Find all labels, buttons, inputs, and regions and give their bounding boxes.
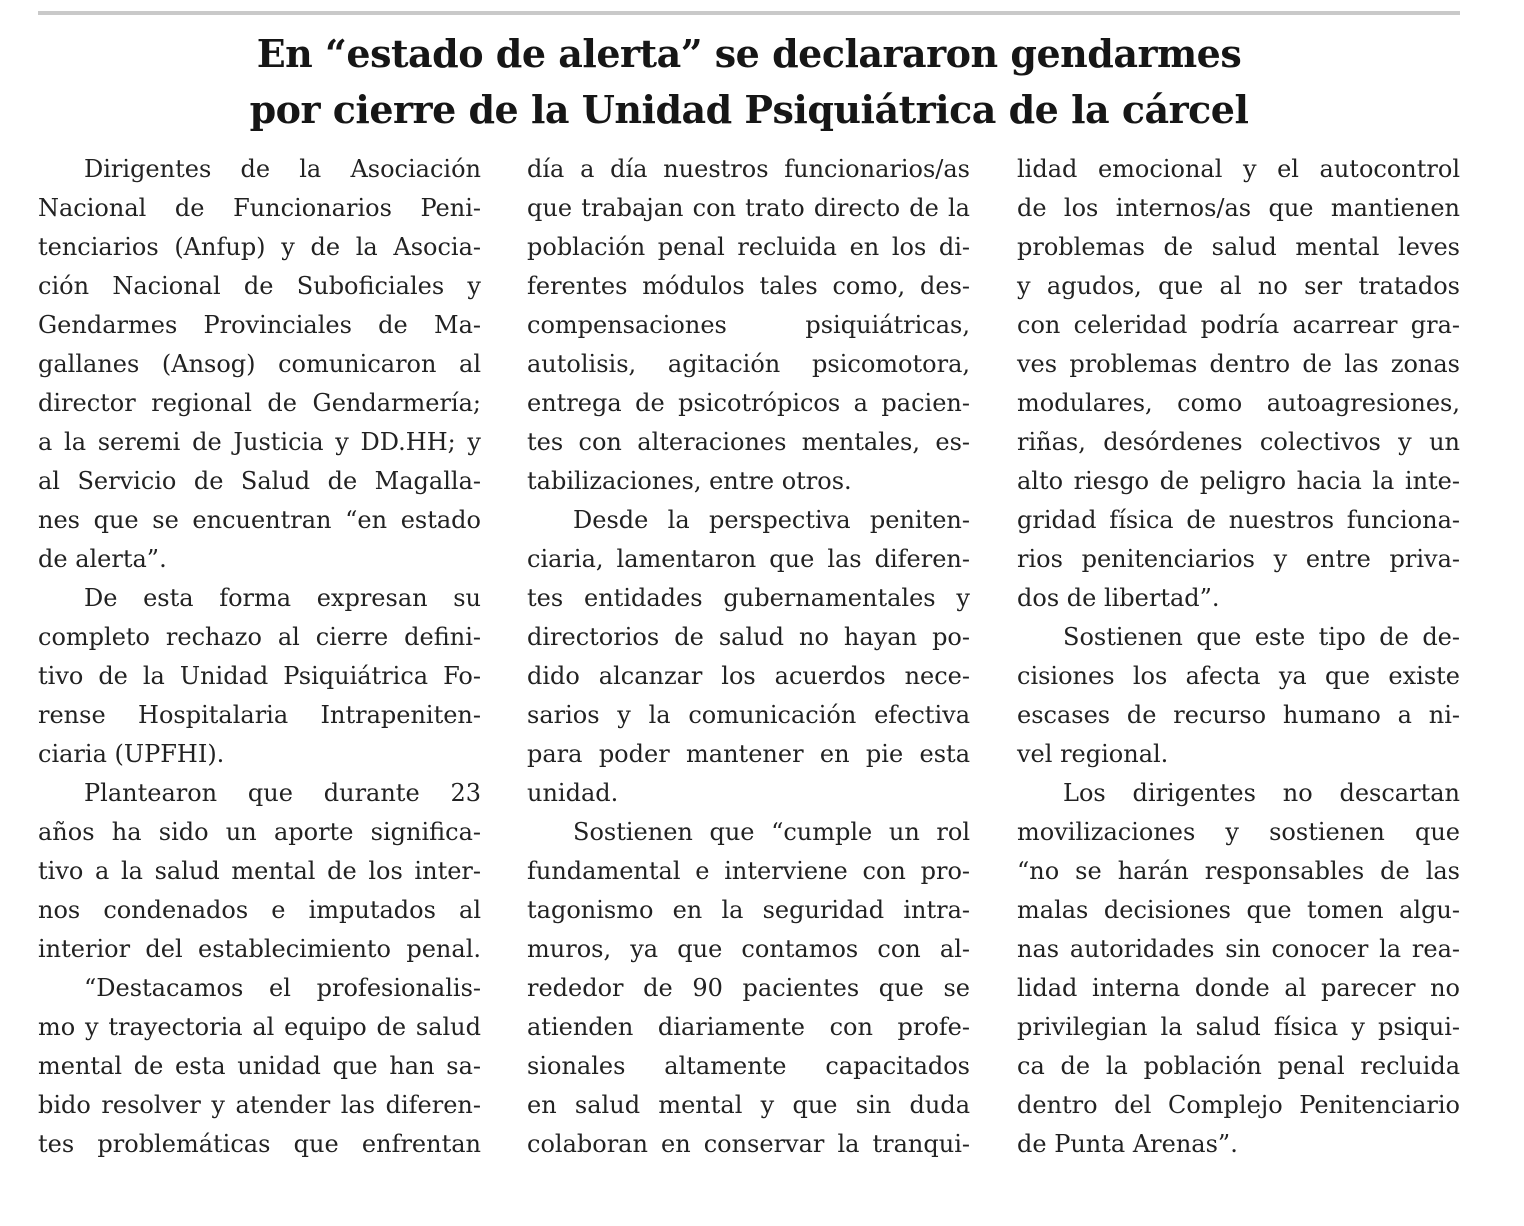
text-line: rense Hospitalaria Intrapeniten- — [38, 701, 481, 729]
text-line: Sostienen que este tipo de de- — [1063, 623, 1460, 651]
text-line: tenciarios (Anfup) y de la Asocia- — [38, 233, 481, 261]
text-line: colaboran en conservar la tranqui- — [527, 1130, 970, 1158]
text-line: al Servicio de Salud de Magalla- — [38, 467, 481, 495]
text-line: entrega de psicotrópicos a pacien- — [527, 389, 970, 417]
text-line: fundamental e interviene con pro- — [527, 857, 970, 885]
text-line: nos condenados e imputados al — [38, 896, 481, 924]
text-line: atienden diariamente con profe- — [527, 1013, 970, 1041]
text-line: gridad física de nuestros funciona- — [1017, 506, 1460, 534]
text-line: mo y trayectoria al equipo de salud — [38, 1013, 481, 1041]
text-line: directorios de salud no hayan po- — [527, 623, 970, 651]
text-line: muros, ya que contamos con al- — [527, 935, 970, 963]
text-line: De esta forma expresan su — [84, 584, 481, 612]
text-line: tabilizaciones, entre otros. — [527, 467, 852, 495]
text-line: sarios y la comunicación efectiva — [527, 701, 970, 729]
text-line: interior del establecimiento penal. — [38, 935, 481, 963]
headline-line-1: En “estado de alerta” se declararon gendarmes — [256, 31, 1242, 76]
text-line: tivo de la Unidad Psiquiátrica Fo- — [38, 662, 481, 690]
text-line: rios penitenciarios y entre priva- — [1017, 545, 1460, 573]
text-line: Dirigentes de la Asociación — [84, 155, 481, 183]
text-line: gallanes (Ansog) comunicaron al — [38, 350, 481, 378]
text-line: tes con alteraciones mentales, es- — [527, 428, 970, 456]
text-line: para poder mantener en pie esta — [527, 740, 970, 768]
text-line: completo rechazo al cierre defini- — [38, 623, 481, 651]
text-line: unidad. — [527, 779, 619, 807]
headline — [38, 26, 1460, 138]
text-line: Sostienen que “cumple un rol — [573, 818, 970, 846]
text-line: tes problemáticas que enfrentan — [38, 1130, 481, 1158]
text-line: privilegian la salud física y psiqui- — [1017, 1013, 1460, 1041]
text-line: director regional de Gendarmería; — [38, 389, 481, 417]
text-line: problemas de salud mental leves — [1017, 233, 1460, 261]
text-line: en salud mental y que sin duda — [527, 1091, 970, 1119]
text-line: tagonismo en la seguridad intra- — [527, 896, 970, 924]
text-line: “Destacamos el profesionalis- — [84, 974, 481, 1002]
text-line: “no se harán responsables de las — [1017, 857, 1460, 885]
text-line: día a día nuestros funcionarios/as — [527, 155, 970, 183]
text-line: vel regional. — [1017, 740, 1169, 768]
text-line: riñas, desórdenes colectivos y un — [1017, 428, 1460, 456]
text-line: compensaciones psiquiátricas, — [527, 311, 970, 339]
text-line: escases de recurso humano a ni- — [1017, 701, 1460, 729]
text-line: a la seremi de Justicia y DD.HH; y — [38, 428, 481, 456]
text-line: ción Nacional de Suboficiales y — [38, 272, 481, 300]
text-line: movilizaciones y sostienen que — [1017, 818, 1460, 846]
text-line: población penal recluida en los di- — [527, 233, 970, 261]
text-line: nas autoridades sin conocer la rea- — [1017, 935, 1460, 963]
text-line: tivo a la salud mental de los inter- — [38, 857, 481, 885]
text-line: ves problemas dentro de las zonas — [1017, 350, 1460, 378]
text-line: ciaria (UPFHI). — [38, 740, 225, 768]
text-line: de Punta Arenas”. — [1017, 1130, 1238, 1158]
text-line: años ha sido un aporte significa- — [38, 818, 481, 846]
text-line: alto riesgo de peligro hacia la inte- — [1017, 467, 1460, 495]
text-line: que trabajan con trato directo de la — [527, 194, 970, 222]
top-rule — [38, 11, 1460, 15]
text-line: Los dirigentes no descartan — [1063, 779, 1460, 807]
text-line: autolisis, agitación psicomotora, — [527, 350, 970, 378]
text-line: Desde la perspectiva peniten- — [573, 506, 970, 534]
text-line: de los internos/as que mantienen — [1017, 194, 1460, 222]
text-line: dos de libertad”. — [1017, 584, 1220, 612]
text-line: nes que se encuentran “en estado — [38, 506, 481, 534]
text-line: mental de esta unidad que han sa- — [38, 1052, 481, 1080]
text-line: Plantearon que durante 23 — [84, 779, 481, 807]
headline-line-2: por cierre de la Unidad Psiquiátrica de la cárcel — [249, 87, 1249, 132]
column-3 — [1017, 150, 1460, 1164]
text-line: cisiones los afecta ya que existe — [1017, 662, 1460, 690]
text-line: tes entidades gubernamentales y — [527, 584, 970, 612]
text-line: ca de la población penal recluida — [1017, 1052, 1460, 1080]
text-line: y agudos, que al no ser tratados — [1017, 272, 1460, 300]
text-line: de alerta”. — [38, 545, 167, 573]
text-line: modulares, como autoagresiones, — [1017, 389, 1460, 417]
text-line: lidad interna donde al parecer no — [1017, 974, 1460, 1002]
text-line: sionales altamente capacitados — [527, 1052, 970, 1080]
text-line: Gendarmes Provinciales de Ma- — [38, 311, 481, 339]
column-2 — [527, 150, 970, 1164]
text-line: lidad emocional y el autocontrol — [1017, 155, 1460, 183]
text-line: malas decisiones que tomen algu- — [1017, 896, 1460, 924]
text-line: ciaria, lamentaron que las diferen- — [527, 545, 970, 573]
text-line: Nacional de Funcionarios Peni- — [38, 194, 481, 222]
text-line: ferentes módulos tales como, des- — [527, 272, 970, 300]
text-line: bido resolver y atender las diferen- — [38, 1091, 481, 1119]
text-line: rededor de 90 pacientes que se — [527, 974, 970, 1002]
text-line: dentro del Complejo Penitenciario — [1017, 1091, 1460, 1119]
text-line: dido alcanzar los acuerdos nece- — [527, 662, 970, 690]
text-line: con celeridad podría acarrear gra- — [1017, 311, 1460, 339]
column-1 — [38, 150, 481, 1164]
